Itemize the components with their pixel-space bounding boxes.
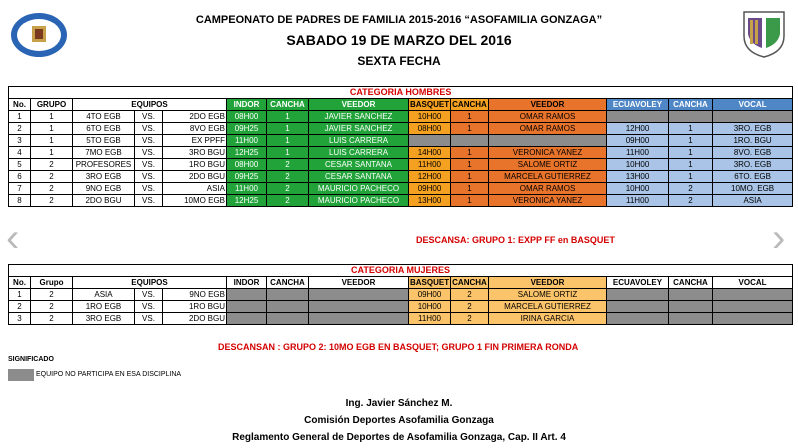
ecuavoley-time: 11H00	[607, 195, 669, 207]
indor-referee: CESAR SANTANA	[309, 159, 409, 171]
group-cell: 2	[31, 313, 73, 325]
table-row	[9, 195, 793, 207]
vs-label: VS.	[135, 147, 163, 159]
basket-referee: IRINA GARCIA	[489, 313, 607, 325]
vocal-cell: ASIA	[713, 195, 793, 207]
header-cell: CANCHA	[669, 99, 713, 111]
header-cell: ECUAVOLEY	[607, 99, 669, 111]
team-2: 8VO EGB	[163, 123, 227, 135]
basket-referee: OMAR RAMOS	[489, 123, 607, 135]
indor-referee: LUIS CARRERA	[309, 147, 409, 159]
header-cell: GRUPO	[31, 99, 73, 111]
ecuavoley-time: 12H00	[607, 123, 669, 135]
table-row	[9, 313, 793, 325]
next-arrow-icon[interactable]: ›	[772, 216, 786, 260]
ecuavoley-court	[669, 313, 713, 325]
ecuavoley-court: 2	[669, 195, 713, 207]
indor-time	[227, 301, 267, 313]
vs-label: VS.	[135, 171, 163, 183]
team-2: 2DO BGU	[163, 171, 227, 183]
header-cell: ECUAVOLEY	[607, 277, 669, 289]
basket-time: 13H00	[409, 195, 451, 207]
vocal-cell	[713, 301, 793, 313]
header-cell: VOCAL	[713, 277, 793, 289]
header-cell: EQUIPOS	[73, 277, 227, 289]
group-cell: 2	[31, 195, 73, 207]
basket-referee: MARCELA GUTIERREZ	[489, 301, 607, 313]
table-row	[9, 111, 793, 123]
basket-referee: SALOME ORTIZ	[489, 289, 607, 301]
indor-court	[267, 313, 309, 325]
header-cell: VEEDOR	[489, 277, 607, 289]
indor-referee	[309, 313, 409, 325]
group-cell: 1	[31, 135, 73, 147]
indor-court	[267, 289, 309, 301]
ecuavoley-time: 09H00	[607, 135, 669, 147]
vocal-cell: 3RO. EGB	[713, 159, 793, 171]
basket-referee: VERONICA YANEZ	[489, 147, 607, 159]
vs-label: VS.	[135, 135, 163, 147]
header-cell: CANCHA	[669, 277, 713, 289]
indor-time	[227, 313, 267, 325]
women-category-title: CATEGORIA MUJERES	[9, 265, 793, 277]
legend-text: EQUIPO NO PARTICIPA EN ESA DISCIPLINA	[36, 371, 182, 378]
row-number: 2	[9, 301, 31, 313]
basket-court: 1	[451, 171, 489, 183]
group-cell: 2	[31, 183, 73, 195]
ecuavoley-court: 2	[669, 183, 713, 195]
vs-label: VS.	[135, 183, 163, 195]
basket-time: 08H00	[409, 123, 451, 135]
group-cell: 1	[31, 111, 73, 123]
header-cell: CANCHA	[452, 100, 487, 109]
row-number: 7	[9, 183, 31, 195]
basket-referee: OMAR RAMOS	[489, 111, 607, 123]
ecuavoley-time	[607, 111, 669, 123]
ecuavoley-time: 10H00	[607, 183, 669, 195]
vocal-cell: 1RO. BGU	[713, 135, 793, 147]
indor-time	[227, 289, 267, 301]
row-number: 4	[9, 147, 31, 159]
ecuavoley-court: 1	[669, 159, 713, 171]
vs-label: VS.	[135, 111, 163, 123]
indor-referee: JAVIER SANCHEZ	[309, 123, 409, 135]
group-cell: 1	[31, 147, 73, 159]
group-cell: 2	[31, 159, 73, 171]
ecuavoley-time	[607, 301, 669, 313]
ecuavoley-time: 10H00	[607, 159, 669, 171]
vs-label: VS.	[135, 289, 163, 301]
row-number: 8	[9, 195, 31, 207]
ecuavoley-time: 13H00	[607, 171, 669, 183]
team-1: 7MO EGB	[73, 147, 135, 159]
header-cell: EQUIPOS	[73, 99, 227, 111]
indor-time: 12H25	[227, 147, 267, 159]
indor-court: 1	[267, 123, 309, 135]
men-rest-note: DESCANSA: GRUPO 1: EXPP FF en BASQUET	[416, 235, 615, 245]
team-1: 1RO EGB	[73, 301, 135, 313]
indor-time: 08H00	[227, 159, 267, 171]
indor-referee	[309, 289, 409, 301]
row-number: 2	[9, 123, 31, 135]
table-row	[9, 289, 793, 301]
vocal-cell: 3RO. EGB	[713, 123, 793, 135]
indor-referee: MAURICIO PACHECO	[309, 195, 409, 207]
header-cell: CANCHA	[267, 277, 309, 289]
date-title: SABADO 19 DE MARZO DEL 2016	[286, 32, 512, 48]
indor-court: 1	[267, 147, 309, 159]
ecuavoley-time	[607, 313, 669, 325]
indor-referee: LUIS CARRERA	[309, 135, 409, 147]
ecuavoley-time: 11H00	[607, 147, 669, 159]
basket-referee: MARCELA GUTIERREZ	[489, 171, 607, 183]
basket-court: 2	[451, 313, 489, 325]
ecuavoley-court: 1	[669, 123, 713, 135]
row-number: 6	[9, 171, 31, 183]
row-number: 3	[9, 313, 31, 325]
team-2: ASIA	[163, 183, 227, 195]
group-cell: 2	[31, 289, 73, 301]
basket-time: 10H00	[409, 301, 451, 313]
basket-time: 11H00	[409, 313, 451, 325]
vocal-cell: 8VO. EGB	[713, 147, 793, 159]
men-schedule-table	[8, 86, 793, 207]
header-cell: VEEDOR	[309, 277, 409, 289]
table-row	[9, 123, 793, 135]
team-1: 6TO EGB	[73, 123, 135, 135]
team-2: 3RO BGU	[163, 147, 227, 159]
team-1: 5TO EGB	[73, 135, 135, 147]
basket-court: 1	[451, 123, 489, 135]
team-1: 9NO EGB	[73, 183, 135, 195]
team-2: 10MO EGB	[163, 195, 227, 207]
men-category-title: CATEGORIA HOMBRES	[9, 87, 793, 99]
basket-time: 14H00	[409, 147, 451, 159]
header-cell: INDOR	[227, 99, 267, 111]
ecuavoley-court	[669, 289, 713, 301]
header-cell: CANCHA	[267, 99, 309, 111]
vs-label: VS.	[135, 301, 163, 313]
indor-time: 09H25	[227, 171, 267, 183]
indor-court: 1	[267, 111, 309, 123]
indor-referee: MAURICIO PACHECO	[309, 183, 409, 195]
basket-referee: VERONICA YANEZ	[489, 195, 607, 207]
table-row	[9, 135, 793, 147]
team-2: 2DO EGB	[163, 111, 227, 123]
ecuavoley-time	[607, 289, 669, 301]
header-cell: VEEDOR	[489, 99, 607, 111]
header-cell: Grupo	[31, 277, 73, 289]
header-cell: VOCAL	[713, 99, 793, 111]
vocal-cell: 10MO. EGB	[713, 183, 793, 195]
basket-court: 1	[451, 195, 489, 207]
prev-arrow-icon[interactable]: ‹	[6, 216, 20, 260]
team-2: EX PPFF	[163, 135, 227, 147]
header-cell: BASQUET	[410, 278, 450, 287]
indor-time: 09H25	[227, 123, 267, 135]
basket-court: 2	[451, 301, 489, 313]
vocal-cell	[713, 313, 793, 325]
round-title: SEXTA FECHA	[357, 54, 441, 68]
men-header-row	[9, 99, 793, 111]
header-cell: No.	[9, 277, 31, 289]
team-1: PROFESORES	[73, 159, 135, 171]
vs-label: VS.	[135, 123, 163, 135]
basket-court: 2	[451, 289, 489, 301]
group-cell: 2	[31, 171, 73, 183]
ecuavoley-court: 1	[669, 171, 713, 183]
team-2: 1RO BGU	[163, 159, 227, 171]
basket-court: 1	[451, 183, 489, 195]
row-number: 3	[9, 135, 31, 147]
table-row	[9, 301, 793, 313]
vs-label: VS.	[135, 159, 163, 171]
basket-court: 1	[451, 159, 489, 171]
ecuavoley-court	[669, 111, 713, 123]
basket-referee: OMAR RAMOS	[489, 183, 607, 195]
group-cell: 2	[31, 301, 73, 313]
team-2: 1RO BGU	[163, 301, 227, 313]
table-row	[9, 159, 793, 171]
indor-court: 1	[267, 135, 309, 147]
basket-time: 11H00	[409, 159, 451, 171]
team-1: 3RO EGB	[73, 313, 135, 325]
basket-referee: SALOME ORTIZ	[489, 159, 607, 171]
header-cell: BASQUET	[410, 100, 450, 109]
ecuavoley-court: 1	[669, 135, 713, 147]
header-cell: VEEDOR	[309, 99, 409, 111]
ecuavoley-court	[669, 301, 713, 313]
vocal-cell: 6TO. EGB	[713, 171, 793, 183]
indor-time: 11H00	[227, 135, 267, 147]
indor-referee	[309, 301, 409, 313]
row-number: 1	[9, 289, 31, 301]
basket-time: 12H00	[409, 171, 451, 183]
table-row	[9, 147, 793, 159]
header-cell: CANCHA	[452, 278, 487, 287]
basket-time: 09H00	[409, 183, 451, 195]
championship-title: CAMPEONATO DE PADRES DE FAMILIA 2015-2016 “ASOFAMILIA GONZAGA”	[195, 14, 603, 26]
footer-commission: Comisión Deportes Asofamilia Gonzaga	[304, 415, 494, 426]
basket-court	[451, 135, 489, 147]
footer-name: Ing. Javier Sánchez M.	[345, 398, 453, 409]
women-header-row	[9, 277, 793, 289]
indor-time: 11H00	[227, 183, 267, 195]
basket-court: 1	[451, 111, 489, 123]
indor-court: 2	[267, 195, 309, 207]
header-cell: INDOR	[227, 277, 267, 289]
basket-time: 10H00	[409, 111, 451, 123]
vs-label: VS.	[135, 195, 163, 207]
vocal-cell	[713, 111, 793, 123]
footer-regulation: Reglamento General de Deportes de Asofamilia Gonzaga, Cap. II Art. 4	[232, 432, 566, 443]
indor-court: 2	[267, 171, 309, 183]
legend-title: SIGNIFICADO	[8, 356, 54, 363]
team-2: 2DO BGU	[163, 313, 227, 325]
basket-time	[409, 135, 451, 147]
indor-referee: CESAR SANTANA	[309, 171, 409, 183]
row-number: 1	[9, 111, 31, 123]
table-row	[9, 183, 793, 195]
indor-referee: JAVIER SANCHEZ	[309, 111, 409, 123]
row-number: 5	[9, 159, 31, 171]
team-1: 4TO EGB	[73, 111, 135, 123]
team-1: 2DO BGU	[73, 195, 135, 207]
legend-gray-swatch	[8, 369, 34, 381]
ecuavoley-court: 1	[669, 147, 713, 159]
team-1: 3RO EGB	[73, 171, 135, 183]
vocal-cell	[713, 289, 793, 301]
indor-court: 2	[267, 159, 309, 171]
basket-time: 09H00	[409, 289, 451, 301]
indor-time: 12H25	[227, 195, 267, 207]
team-1: ASIA	[73, 289, 135, 301]
women-schedule-table	[8, 264, 793, 325]
indor-court	[267, 301, 309, 313]
basket-court: 1	[451, 147, 489, 159]
indor-time: 08H00	[227, 111, 267, 123]
women-rest-note: DESCANSAN : GRUPO 2: 10MO EGB EN BASQUET; GRUPO 1 FIN PRIMERA RONDA	[218, 342, 579, 352]
team-2: 9NO EGB	[163, 289, 227, 301]
vs-label: VS.	[135, 313, 163, 325]
group-cell: 1	[31, 123, 73, 135]
table-row	[9, 171, 793, 183]
basket-referee	[489, 135, 607, 147]
header-cell: No.	[9, 99, 31, 111]
indor-court: 2	[267, 183, 309, 195]
